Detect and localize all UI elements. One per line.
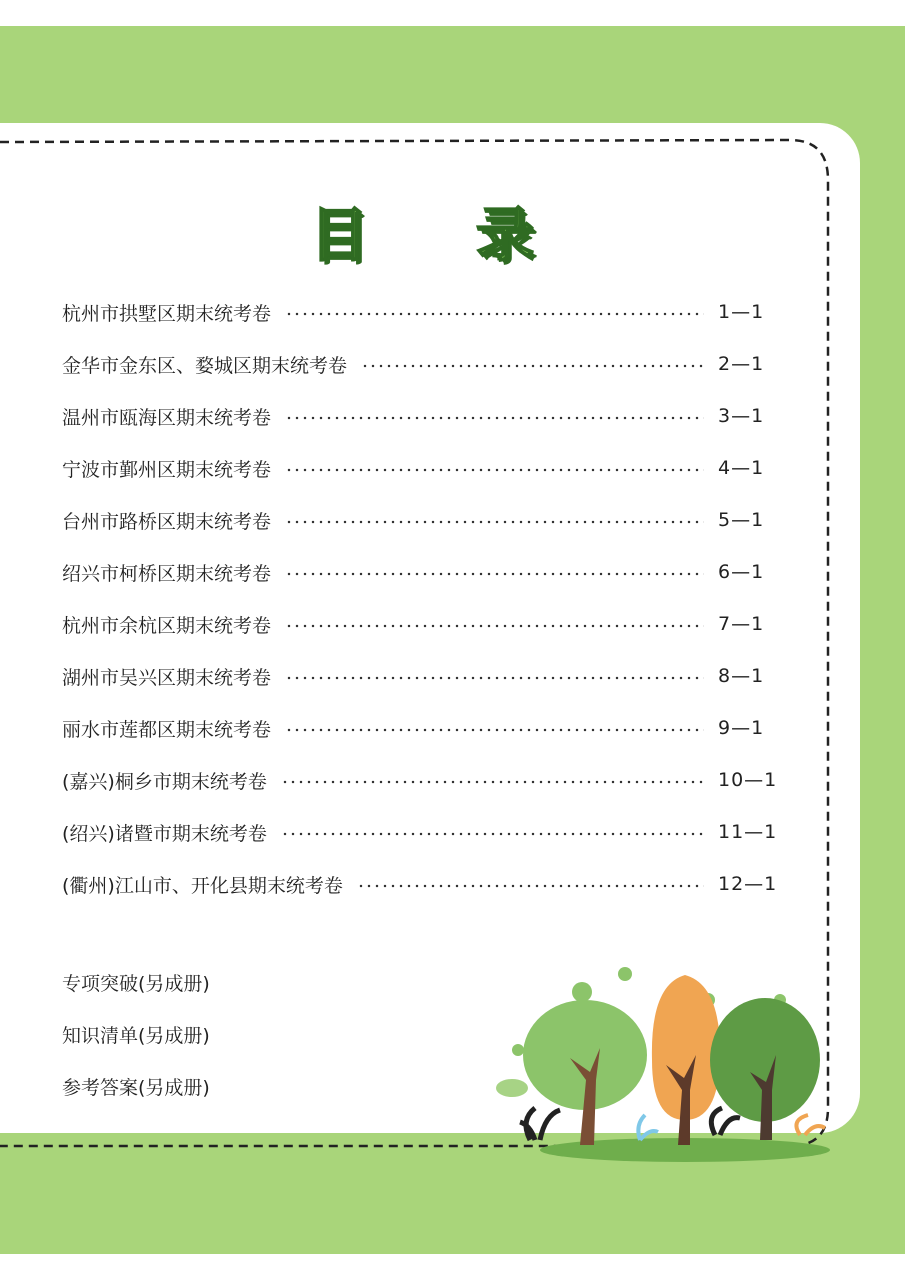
table-of-contents: [62, 286, 778, 910]
toc-row: [62, 442, 764, 494]
toc-label: 丽水市莲都区期末统考卷: [62, 718, 272, 741]
toc-label: (衢州)江山市、开化县期末统考卷: [62, 874, 343, 897]
extra-item: 参考答案(另成册): [62, 1077, 210, 1099]
toc-row: [62, 286, 764, 338]
toc-leader-dots: [281, 832, 704, 836]
toc-label: 台州市路桥区期末统考卷: [62, 510, 272, 533]
toc-label: 温州市瓯海区期末统考卷: [62, 406, 272, 429]
toc-leader-dots: [285, 676, 704, 680]
toc-page-number: 9—1: [718, 717, 765, 739]
page-title: 目 录: [309, 201, 579, 269]
toc-page-number: 4—1: [718, 457, 765, 479]
toc-page-number: 6—1: [718, 561, 765, 583]
toc-label: 杭州市余杭区期末统考卷: [62, 614, 272, 637]
toc-label: 宁波市鄞州区期末统考卷: [62, 458, 272, 481]
toc-page-number: 2—1: [718, 353, 765, 375]
toc-label: 金华市金东区、婺城区期末统考卷: [62, 354, 348, 377]
toc-row: [62, 598, 764, 650]
toc-label: 绍兴市柯桥区期末统考卷: [62, 562, 272, 585]
toc-page-number: 12—1: [718, 873, 778, 895]
toc-leader-dots: [281, 780, 704, 784]
toc-page-number: 3—1: [718, 405, 765, 427]
toc-leader-dots: [285, 468, 704, 472]
extra-item: 专项突破(另成册): [62, 973, 210, 995]
toc-page-number: 11—1: [718, 821, 778, 843]
toc-row: [62, 494, 764, 546]
toc-row: [62, 390, 764, 442]
toc-leader-dots: [285, 572, 704, 576]
extra-item: 知识清单(另成册): [62, 1025, 210, 1047]
toc-leader-dots: [285, 520, 704, 524]
extra-list: [62, 958, 210, 1114]
toc-leader-dots: [285, 312, 704, 316]
toc-page-number: 5—1: [718, 509, 765, 531]
toc-label: (嘉兴)桐乡市期末统考卷: [62, 770, 267, 793]
toc-leader-dots: [285, 416, 704, 420]
toc-leader-dots: [361, 364, 704, 368]
toc-row: [62, 806, 778, 858]
toc-leader-dots: [357, 884, 704, 888]
toc-row: [62, 858, 778, 910]
toc-label: (绍兴)诸暨市期末统考卷: [62, 822, 267, 845]
toc-label: 湖州市吴兴区期末统考卷: [62, 666, 272, 689]
toc-row: [62, 702, 764, 754]
toc-row: [62, 546, 764, 598]
toc-page-number: 7—1: [718, 613, 765, 635]
trees-illustration: [490, 960, 835, 1165]
toc-label: 杭州市拱墅区期末统考卷: [62, 302, 272, 325]
toc-row: [62, 338, 764, 390]
toc-leader-dots: [285, 728, 704, 732]
toc-page-number: 10—1: [718, 769, 778, 791]
toc-row: [62, 650, 764, 702]
toc-row: [62, 754, 778, 806]
toc-leader-dots: [285, 624, 704, 628]
toc-page-number: 1—1: [718, 301, 765, 323]
toc-page-number: 8—1: [718, 665, 765, 687]
